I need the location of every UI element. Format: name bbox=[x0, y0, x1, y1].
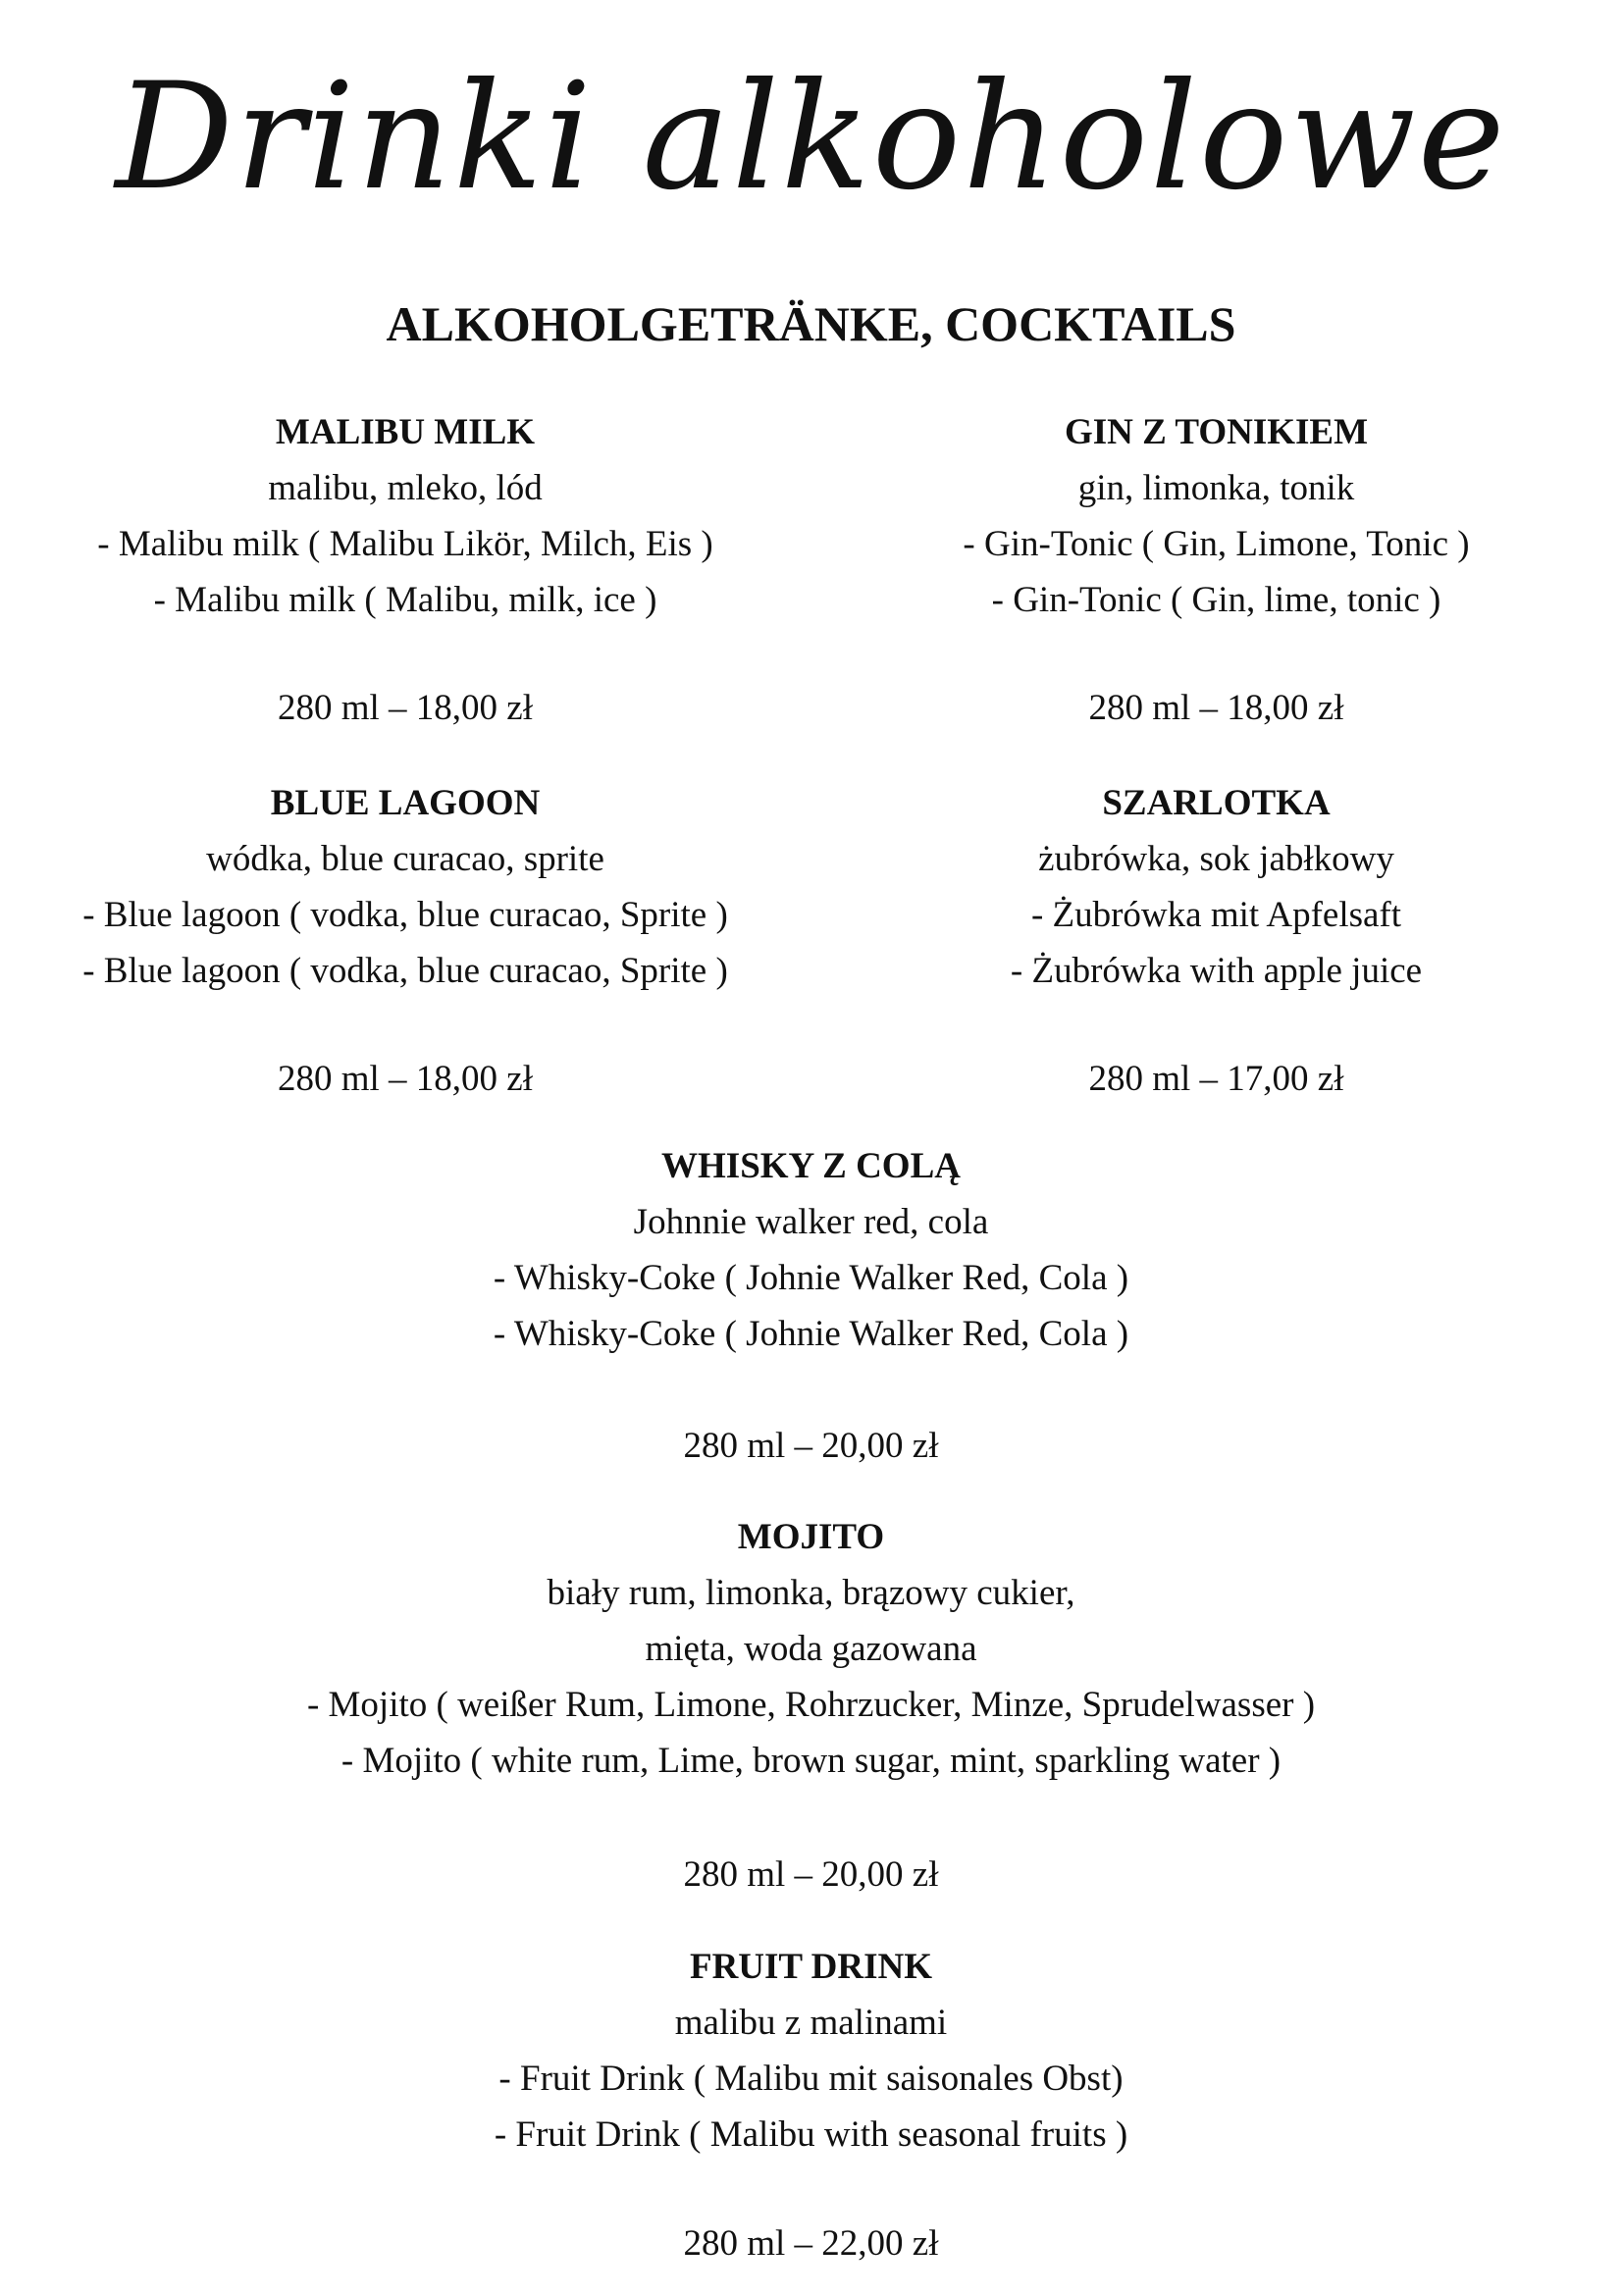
item-name: MOJITO bbox=[737, 1517, 885, 1557]
item-translation-en: - Mojito ( white rum, Lime, brown sugar, mint, sparkling water ) bbox=[340, 1741, 1282, 1781]
item-name: BLUE LAGOON bbox=[270, 783, 541, 823]
item-description: biały rum, limonka, brązowy cukier, bbox=[547, 1573, 1075, 1613]
menu-item-fruit-drink bbox=[0, 1940, 1622, 2273]
item-price: 280 ml – 20,00 zł bbox=[683, 1426, 939, 1466]
item-description: wódka, blue curacao, sprite bbox=[206, 839, 604, 879]
menu-item-szarlotka bbox=[811, 776, 1622, 1100]
item-translation-en: - Żubrówka with apple juice bbox=[1010, 951, 1423, 991]
item-translation-de: - Whisky-Coke ( Johnie Walker Red, Cola ) bbox=[493, 1258, 1129, 1298]
item-translation-de: - Żubrówka mit Apfelsaft bbox=[1030, 895, 1402, 935]
item-name: WHISKY Z COLĄ bbox=[661, 1146, 961, 1186]
item-description: malibu, mleko, lód bbox=[268, 468, 543, 508]
item-description: malibu z malinami bbox=[674, 2003, 948, 2043]
menu-item-whisky-z-cola bbox=[0, 1139, 1622, 1466]
item-translation-en: - Malibu milk ( Malibu, milk, ice ) bbox=[153, 580, 657, 620]
menu-item-mojito bbox=[0, 1510, 1622, 1903]
item-translation-en: - Gin-Tonic ( Gin, lime, tonic ) bbox=[991, 580, 1441, 620]
item-translation-de: - Mojito ( weißer Rum, Limone, Rohrzucker, Minze, Sprudelwasser ) bbox=[306, 1685, 1316, 1725]
item-name: SZARLOTKA bbox=[1102, 783, 1331, 823]
item-price: 280 ml – 18,00 zł bbox=[277, 688, 533, 728]
menu-item-gin-z-tonikiem bbox=[811, 405, 1622, 729]
menu-item-malibu-milk bbox=[0, 405, 811, 729]
item-translation-de: - Blue lagoon ( vodka, blue curacao, Sprite ) bbox=[82, 895, 728, 935]
item-translation-en: - Whisky-Coke ( Johnie Walker Red, Cola ) bbox=[493, 1314, 1129, 1354]
item-description: gin, limonka, tonik bbox=[1077, 468, 1355, 508]
page-title: Drinki alkoholowe bbox=[115, 52, 1507, 223]
page-subtitle: ALKOHOLGETRÄNKE, COCKTAILS bbox=[386, 296, 1236, 351]
item-price: 280 ml – 18,00 zł bbox=[1088, 688, 1344, 728]
item-price: 280 ml – 18,00 zł bbox=[277, 1059, 533, 1099]
item-name: GIN Z TONIKIEM bbox=[1064, 412, 1369, 452]
menu-item-blue-lagoon bbox=[0, 776, 811, 1100]
item-name: MALIBU MILK bbox=[275, 412, 536, 452]
item-description-cont: mięta, woda gazowana bbox=[645, 1629, 977, 1669]
item-description: żubrówka, sok jabłkowy bbox=[1038, 839, 1394, 879]
item-translation-de: - Malibu milk ( Malibu Likör, Milch, Eis ) bbox=[97, 524, 713, 564]
item-translation-de: - Fruit Drink ( Malibu mit saisonales Obst) bbox=[498, 2059, 1124, 2099]
item-translation-en: - Blue lagoon ( vodka, blue curacao, Sprite ) bbox=[82, 951, 728, 991]
item-name: FRUIT DRINK bbox=[689, 1947, 933, 1987]
item-translation-en: - Fruit Drink ( Malibu with seasonal fruits ) bbox=[494, 2114, 1128, 2155]
item-price: 280 ml – 17,00 zł bbox=[1088, 1059, 1344, 1099]
item-description: Johnnie walker red, cola bbox=[633, 1202, 989, 1242]
item-translation-de: - Gin-Tonic ( Gin, Limone, Tonic ) bbox=[963, 524, 1470, 564]
item-price: 280 ml – 20,00 zł bbox=[683, 1854, 939, 1895]
item-price: 280 ml – 22,00 zł bbox=[683, 2223, 939, 2264]
